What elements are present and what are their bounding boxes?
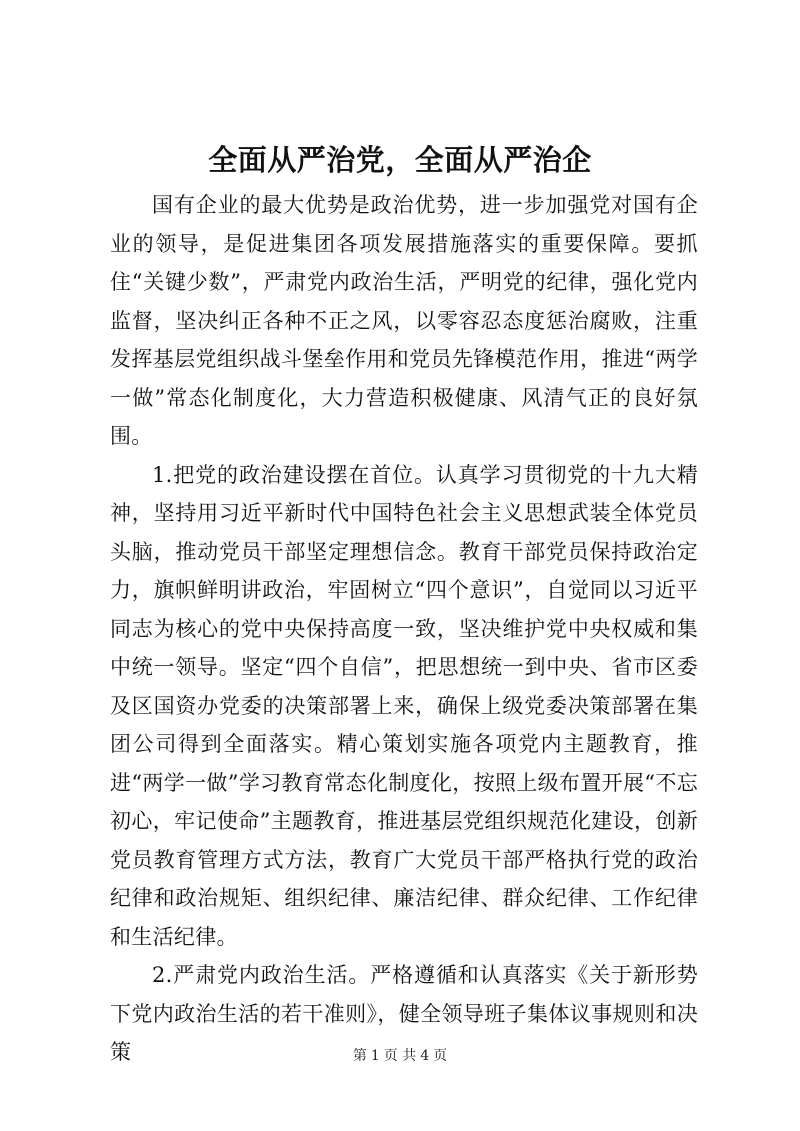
paragraph-section-1: 1.把党的政治建设摆在首位。认真学习贯彻党的十九大精神，坚持用习近平新时代中国特色社会主义思想武装全体党员头脑，推动党员干部坚定理想信念。教育干部党员保持政治定力，旗帜鲜明讲政治，牢固树立“四个意识”，自觉同以习近平同志为核心的党中央保持高度一致，坚决维护党中央权威和集中统一领导。坚定“四个自信”，把思想统一到中央、省市区委及区国资办党委的决策部署上来，确保上级党委决策部署在集团公司得到全面落实。精心策划实施各项党内主题教育，推进“两学一做”学习教育常态化制度化，按照上级布置开展“不忘初心，牢记使命”主题教育，推进基层党组织规范化建设，创新党员教育管理方式方法，教育广大党员干部严格执行党的政治纪律和政治规矩、组织纪律、廉洁纪律、群众纪律、工作纪律和生活纪律。: [110, 462, 698, 949]
page-label-mid: 页 共: [383, 1048, 417, 1064]
paragraph-intro: 国有企业的最大优势是政治优势，进一步加强党对国有企业的领导，是促进集团各项发展措施落实的重要保障。要抓住“关键少数”，严肃党内政治生活，严明党的纪律，强化党内监督，坚决纠正各种不正之风，以零容忍态度惩治腐败，注重发挥基层党组织战斗堡垒作用和党员先锋模范作用，推进“两学一做”常态化制度化，大力营造积极健康、风清气正的良好氛围。: [110, 193, 698, 448]
page-current: 1: [370, 1048, 380, 1064]
document-title: 全面从严治党，全面从严治企: [208, 143, 592, 177]
page-label-suffix: 页: [433, 1048, 448, 1064]
document-body: [110, 186, 698, 1072]
page-footer: [0, 1046, 800, 1066]
page-total: 4: [420, 1048, 430, 1064]
paragraph-section-2: 2.严肃党内政治生活。严格遵循和认真落实《关于新形势下党内政治生活的若干准则》，健全领导班子集体议事规则和决策: [110, 963, 698, 1064]
page-label-prefix: 第: [352, 1048, 367, 1064]
